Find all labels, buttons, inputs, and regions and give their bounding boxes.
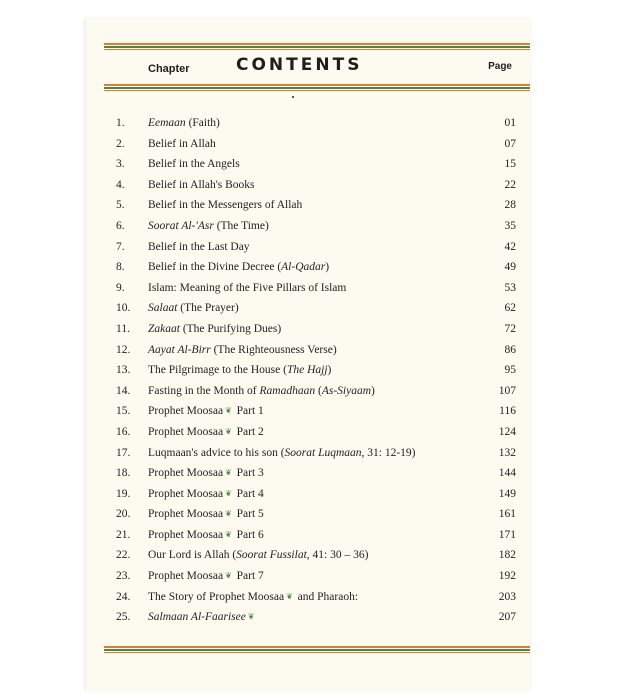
toc-entry-title: Prophet Moosaa ❦ Part 2 <box>148 425 264 438</box>
toc-entry-title: Belief in the Last Day <box>148 240 250 253</box>
toc-entry-page: 49 <box>504 261 516 274</box>
toc-entry-title: Belief in Allah <box>148 137 216 150</box>
toc-entry-page: 62 <box>504 302 516 315</box>
toc-entry-number: 7. <box>116 240 125 253</box>
toc-entry-title: Belief in the Messengers of Allah <box>148 199 303 212</box>
toc-entry[interactable] <box>116 179 516 200</box>
toc-entry-page: 132 <box>498 446 516 459</box>
toc-entry-page: 28 <box>504 199 516 212</box>
toc-entry-number: 20. <box>116 508 131 521</box>
salutation-seal-icon: ❦ <box>225 529 232 539</box>
toc-entry-title: Our Lord is Allah (Soorat Fussilat, 41: 30 – 36) <box>148 549 369 562</box>
toc-entry-page: 01 <box>504 117 516 129</box>
toc-entry-page: 15 <box>504 158 516 171</box>
toc-entry-page: 86 <box>504 343 516 356</box>
toc-entry-number: 23. <box>116 570 131 583</box>
toc-entry[interactable] <box>116 488 516 509</box>
toc-entry-title: Zakaat (The Purifying Dues) <box>148 322 282 335</box>
toc-entry-title: Luqmaan's advice to his son (Soorat Luqmaan, 31: 12-19) <box>148 446 416 459</box>
toc-entry[interactable] <box>116 447 516 468</box>
toc-entry-page: 53 <box>504 281 516 294</box>
toc-entry-page: 124 <box>498 425 516 438</box>
toc-entry-number: 14. <box>116 384 131 397</box>
toc-entry-page: 95 <box>504 364 516 377</box>
table-of-contents <box>116 117 516 632</box>
toc-entry-number: 17. <box>116 446 131 459</box>
toc-entry[interactable] <box>116 364 516 385</box>
toc-entry-number: 16. <box>116 425 131 438</box>
toc-entry-number: 5. <box>116 199 125 212</box>
toc-entry-title: Soorat Al-'Asr (The Time) <box>148 219 269 232</box>
toc-entry-number: 8. <box>116 261 125 274</box>
toc-entry-title: Prophet Moosaa ❦ Part 3 <box>148 467 264 480</box>
toc-entry-page: 35 <box>504 219 516 232</box>
toc-entry-number: 12. <box>116 343 131 356</box>
footer-orange-stripe <box>104 646 530 648</box>
book-page <box>86 18 532 690</box>
toc-entry-number: 1. <box>116 117 125 129</box>
toc-entry[interactable] <box>116 158 516 179</box>
header-green-stripe <box>104 46 530 48</box>
toc-entry-page: 42 <box>504 240 516 253</box>
toc-entry-page: 192 <box>498 570 516 583</box>
toc-entry-number: 21. <box>116 528 131 541</box>
toc-entry-title: Eemaan (Faith) <box>148 117 220 129</box>
footer-stripes <box>104 646 530 653</box>
toc-entry-number: 9. <box>116 281 125 294</box>
salutation-seal-icon: ❦ <box>286 591 293 601</box>
toc-entry-page: 171 <box>498 528 516 541</box>
toc-entry-page: 72 <box>504 322 516 335</box>
toc-entry[interactable] <box>116 529 516 550</box>
toc-entry-page: 207 <box>498 611 516 624</box>
header-bottom-orange-stripe <box>104 84 530 86</box>
footer-green-stripe <box>104 649 530 651</box>
toc-entry-title: Salaat (The Prayer) <box>148 302 239 315</box>
toc-entry-title: Prophet Moosaa ❦ Part 1 <box>148 405 264 418</box>
toc-entry[interactable] <box>116 426 516 447</box>
toc-entry[interactable] <box>116 385 516 406</box>
toc-entry[interactable] <box>116 344 516 365</box>
toc-entry[interactable] <box>116 199 516 220</box>
toc-entry-number: 6. <box>116 219 125 232</box>
toc-entry[interactable] <box>116 241 516 262</box>
toc-entry-number: 18. <box>116 467 131 480</box>
toc-entry-number: 4. <box>116 178 125 191</box>
footer-thin-stripe <box>104 652 530 653</box>
toc-entry-title: The Pilgrimage to the House (The Hajj) <box>148 364 332 377</box>
toc-entry-page: 22 <box>504 178 516 191</box>
salutation-seal-icon: ❦ <box>225 571 232 581</box>
toc-entry-number: 3. <box>116 158 125 171</box>
toc-entry[interactable] <box>116 611 516 632</box>
toc-entry-number: 2. <box>116 137 125 150</box>
toc-entry[interactable] <box>116 220 516 241</box>
toc-entry[interactable] <box>116 323 516 344</box>
page-column-label: Page <box>488 61 512 72</box>
toc-entry-title: Aayat Al-Birr (The Righteousness Verse) <box>148 343 337 356</box>
toc-entry-page: 149 <box>498 487 516 500</box>
toc-entry-title: Fasting in the Month of Ramadhaan (As-Siyaam) <box>148 384 375 397</box>
toc-entry-page: 07 <box>504 137 516 150</box>
salutation-seal-icon: ❦ <box>225 509 232 519</box>
salutation-seal-icon: ❦ <box>225 406 232 416</box>
toc-entry[interactable] <box>116 591 516 612</box>
toc-entry[interactable] <box>116 467 516 488</box>
salutation-seal-icon: ❦ <box>247 612 255 622</box>
toc-entry[interactable] <box>116 405 516 426</box>
toc-entry-page: 107 <box>498 384 516 397</box>
toc-entry-title: Salmaan Al-Faarisee ❦ <box>148 611 255 624</box>
toc-entry-title: The Story of Prophet Moosaa ❦ and Pharaoh: <box>148 590 359 603</box>
toc-entry[interactable] <box>116 508 516 529</box>
toc-entry-number: 13. <box>116 364 131 377</box>
toc-entry-title: Belief in the Angels <box>148 158 240 171</box>
toc-entry-number: 10. <box>116 302 131 315</box>
toc-entry-title: Prophet Moosaa ❦ Part 6 <box>148 528 264 541</box>
toc-entry[interactable] <box>116 261 516 282</box>
toc-entry-title: Prophet Moosaa ❦ Part 7 <box>148 570 264 583</box>
chapter-column-label: Chapter <box>148 63 190 75</box>
toc-entry-number: 19. <box>116 487 131 500</box>
salutation-seal-icon: ❦ <box>225 426 232 436</box>
toc-entry-page: 116 <box>499 405 516 418</box>
toc-entry-number: 25. <box>116 611 131 624</box>
toc-entry-number: 24. <box>116 590 131 603</box>
toc-entry-number: 22. <box>116 549 131 562</box>
toc-entry-title: Belief in the Divine Decree (Al-Qadar) <box>148 261 330 274</box>
toc-entry[interactable] <box>116 117 516 138</box>
toc-entry[interactable] <box>116 302 516 323</box>
toc-entry[interactable] <box>116 549 516 570</box>
toc-entry-page: 144 <box>498 467 516 480</box>
toc-entry-title: Prophet Moosaa ❦ Part 4 <box>148 487 264 500</box>
header-orange-stripe <box>104 43 530 45</box>
print-dot <box>292 96 294 98</box>
toc-entry-title: Belief in Allah's Books <box>148 178 255 191</box>
header-bottom-thin-stripe <box>104 90 530 91</box>
header-bottom-green-stripe <box>104 87 530 89</box>
page-title: CONTENTS <box>236 55 363 75</box>
toc-entry-number: 11. <box>116 322 130 335</box>
toc-entry-page: 182 <box>498 549 516 562</box>
header-thin-orange-stripe <box>104 49 530 50</box>
salutation-seal-icon: ❦ <box>225 468 232 478</box>
toc-entry[interactable] <box>116 138 516 159</box>
toc-entry-title: Prophet Moosaa ❦ Part 5 <box>148 508 264 521</box>
toc-entry-page: 203 <box>498 590 516 603</box>
toc-entry[interactable] <box>116 570 516 591</box>
toc-entry-title: Islam: Meaning of the Five Pillars of Islam <box>148 281 347 294</box>
toc-entry[interactable] <box>116 282 516 303</box>
toc-entry-page: 161 <box>498 508 516 521</box>
salutation-seal-icon: ❦ <box>225 488 232 498</box>
toc-entry-number: 15. <box>116 405 131 418</box>
